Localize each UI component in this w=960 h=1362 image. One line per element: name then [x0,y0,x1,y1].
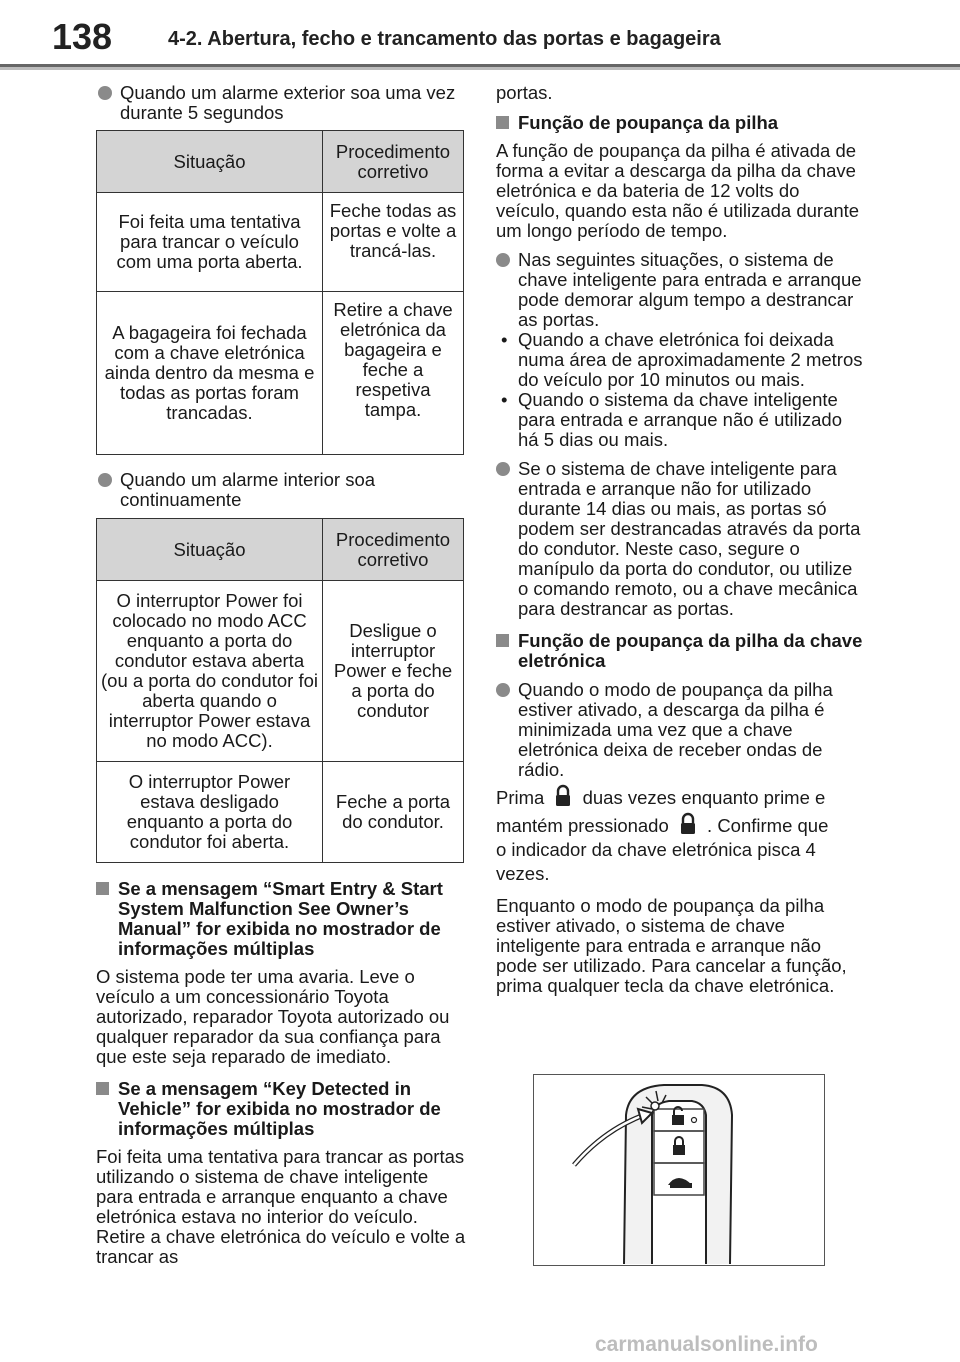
table-header-procedure: Procedimento corretivo [323,519,464,581]
key-fob-illustration [533,1074,825,1266]
paragraph: Foi feita uma tentativa para trancar as portas utilizando o sistema de chave inteligente para entrada e arranque enquanto a chave eletrónica estava no interior do veículo. Retire a chave eletrónica do veículo e volte a trancar as [96,1146,466,1267]
heading-text: Se a mensagem “Key Detected in Vehicle” for exibida no mostrador de informações múltiplas [118,1078,441,1139]
bullet-text: Nas seguintes situações, o sistema de chave inteligente para entrada e arranque pode demorar algum tempo a destrancar as portas. [518,249,862,330]
page-header [0,0,960,70]
paragraph-continuation: portas. [496,82,553,103]
chapter-title: 4-2. Abertura, fecho e trancamento das portas e bagageira [168,28,721,50]
section-heading [96,879,466,959]
sub-item: • Quando a chave eletrónica foi deixada numa área de aproximadamente 2 metros do veículo por 10 minutos ou mais. [501,329,863,390]
table-header-situation: Situação [97,519,323,581]
lock-instruction: Prima duas vezes enquanto prime e mantém pressionado . Confirme que o indicador da chave eletrónica pisca 4 vezes. [496,782,864,886]
left-bullet-1 [98,83,464,123]
right-column [496,83,864,996]
bullet-text: Quando o modo de poupança da pilha estiver ativado, a descarga da pilha é minimizada uma vez que a chave eletrónica deixa de receber ondas de rádio. [518,679,833,780]
table-cell: Retire a chave eletrónica da bagageira e feche a respetiva tampa. [323,292,464,455]
bullet-dot-icon [496,253,510,267]
electronic-key-icon [534,1075,823,1264]
square-bullet-icon [496,116,509,129]
section-heading [496,113,864,133]
header-rule-shadow [0,67,960,70]
square-bullet-icon [496,634,509,647]
table-cell: Feche a porta do condutor. [323,762,464,863]
sub-text: Quando a chave eletrónica foi deixada numa área de aproximadamente 2 metros do veículo por 10 minutos ou mais. [518,329,863,390]
bullet-item [496,459,864,619]
alarm-interior-table [96,518,464,863]
table-header-situation: Situação [97,131,323,193]
bullet-dot-icon [98,473,112,487]
section-heading [496,631,864,671]
alarm-exterior-table [96,130,464,455]
square-bullet-icon [96,882,109,895]
table-cell: Foi feita uma tentativa para trancar o veículo com uma porta aberta. [97,193,323,292]
heading-text: Função de poupança da pilha [518,112,779,133]
table-cell: Feche todas as portas e volte a trancá-las. [323,193,464,292]
paragraph: Enquanto o modo de poupança da pilha estiver ativado, o sistema de chave inteligente para entrada e arranque não pode ser utilizado. Para cancelar a função, prima qualquer tecla da chave eletrónica. [496,895,847,996]
square-bullet-icon [96,1082,109,1095]
page-number: 138 [52,16,113,57]
bullet-dot-icon [496,683,510,697]
watermark: carmanualsonline.info [595,1333,818,1356]
paragraph: O sistema pode ter uma avaria. Leve o veículo a um concessionário Toyota autorizado, reparador Toyota autorizado ou qualquer reparador da sua confiança para que este seja reparado de imediato. [96,966,450,1067]
table-cell: O interruptor Power estava desligado enquanto a porta do condutor foi aberta. [97,762,323,863]
heading-text: Se a mensagem “Smart Entry & Start System Malfunction See Owner’s Manual” for exibida no mostrador de informações múltiplas [118,878,443,959]
sub-text: Quando o sistema da chave inteligente para entrada e arranque não é utilizado há 5 dias ou mais. [518,389,842,450]
table-cell: Desligue o interruptor Power e feche a porta do condutor [323,581,464,762]
bullet-item [496,680,864,780]
section-heading [96,1079,466,1139]
bullet-dot-icon [98,86,112,100]
bullet-text: Quando um alarme exterior soa uma vez durante 5 segundos [120,82,456,123]
lock-button-icon [549,782,577,810]
left-bullet-2 [98,470,464,510]
lock-button-icon [674,810,702,838]
table-cell: A bagageira foi fechada com a chave eletrónica ainda dentro da mesma e todas as portas foram trancadas. [97,292,323,455]
bullet-text: Quando um alarme interior soa continuamente [120,469,376,510]
left-column-lower [96,879,466,1267]
paragraph: A função de poupança da pilha é ativada de forma a evitar a descarga da pilha da chave eletrónica e da bateria de 12 volts do veículo, quando esta não é utilizada durante um longo período de tempo. [496,140,860,241]
table-header-procedure: Procedimento corretivo [323,131,464,193]
bullet-item [496,250,864,330]
sub-item: • Quando o sistema da chave inteligente para entrada e arranque não é utilizado há 5 dias ou mais. [501,389,842,450]
heading-text: Função de poupança da pilha da chave eletrónica [518,630,863,671]
bullet-dot-icon [496,462,510,476]
table-cell: O interruptor Power foi colocado no modo ACC enquanto a porta do condutor estava aberta (ou a porta do condutor foi aberta quando o interruptor Power estava no modo ACC). [97,581,323,762]
bullet-text: Se o sistema de chave inteligente para entrada e arranque não for utilizado durante 14 dias ou mais, as portas só podem ser destrancadas através da porta do condutor. Neste caso, segure o manípulo da porta do condutor, ou utilize o comando remoto, ou a chave mecânica para destrancar as portas. [518,458,861,619]
